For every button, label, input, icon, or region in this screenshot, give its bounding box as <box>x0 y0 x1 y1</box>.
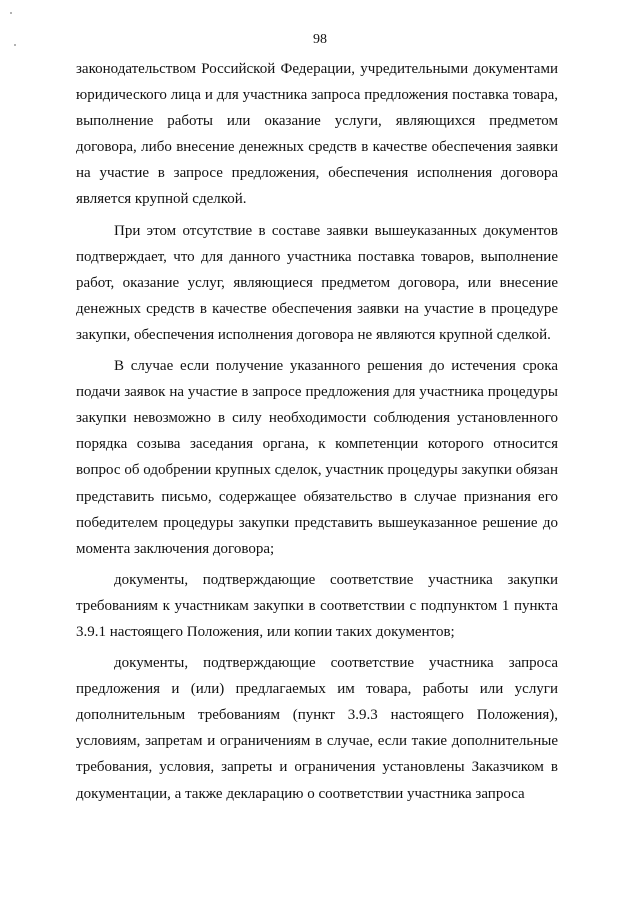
paragraph: документы, подтверждающие соответствие участника закупки требованиям к участникам закупки в соответствии с подпунктом 1 пункта 3.9.1 настоящего Положения, или копии таких документов; <box>76 571 558 640</box>
paragraph-continuation: законодательством Российской Федерации, учредительными документами юридического лица и для участника запроса предложения поставка товара, выполнение работы или оказание услуги, являющихся предметом договора, либо внесение денежных средств в качестве обеспечения заявки на участие в запросе предложения, обеспечения исполнения договора является крупной сделкой. <box>76 61 558 208</box>
paragraph: документы, подтверждающие соответствие участника запроса предложения и (или) предлагаемых им товара, работы или услуги дополнительным требованиям (пункт 3.9.3 настоящего Положения), условиям, запретам и ограничениям в случае, если такие дополнительные требования, условия, запреты и ограничения установлены Заказчиком в документации, а также декларацию о соответствии участника запроса <box>76 655 558 802</box>
paragraph: При этом отсутствие в составе заявки вышеуказанных документов подтверждает, что для данного участника поставка товаров, выполнение работ, оказание услуг, являющиеся предметом договора, или внесение денежных средств в качестве обеспечения заявки на участие в процедуре закупки, обеспечения исполнения договора не являются крупной сделкой. <box>76 222 558 343</box>
document-body <box>76 56 558 807</box>
page-number: 98 <box>313 32 327 47</box>
paragraph: В случае если получение указанного решения до истечения срока подачи заявок на участие в запросе предложения для участника процедуры закупки невозможно в силу необходимости соблюдения установленного порядка созыва заседания органа, к компетенции которого относится вопрос об одобрении крупных сделок, участник процедуры закупки обязан представить письмо, содержащее обязательство в случае признания его победителем процедуры закупки представить вышеуказанное решение до момента заключения договора; <box>76 358 558 557</box>
scan-speck <box>10 12 12 14</box>
